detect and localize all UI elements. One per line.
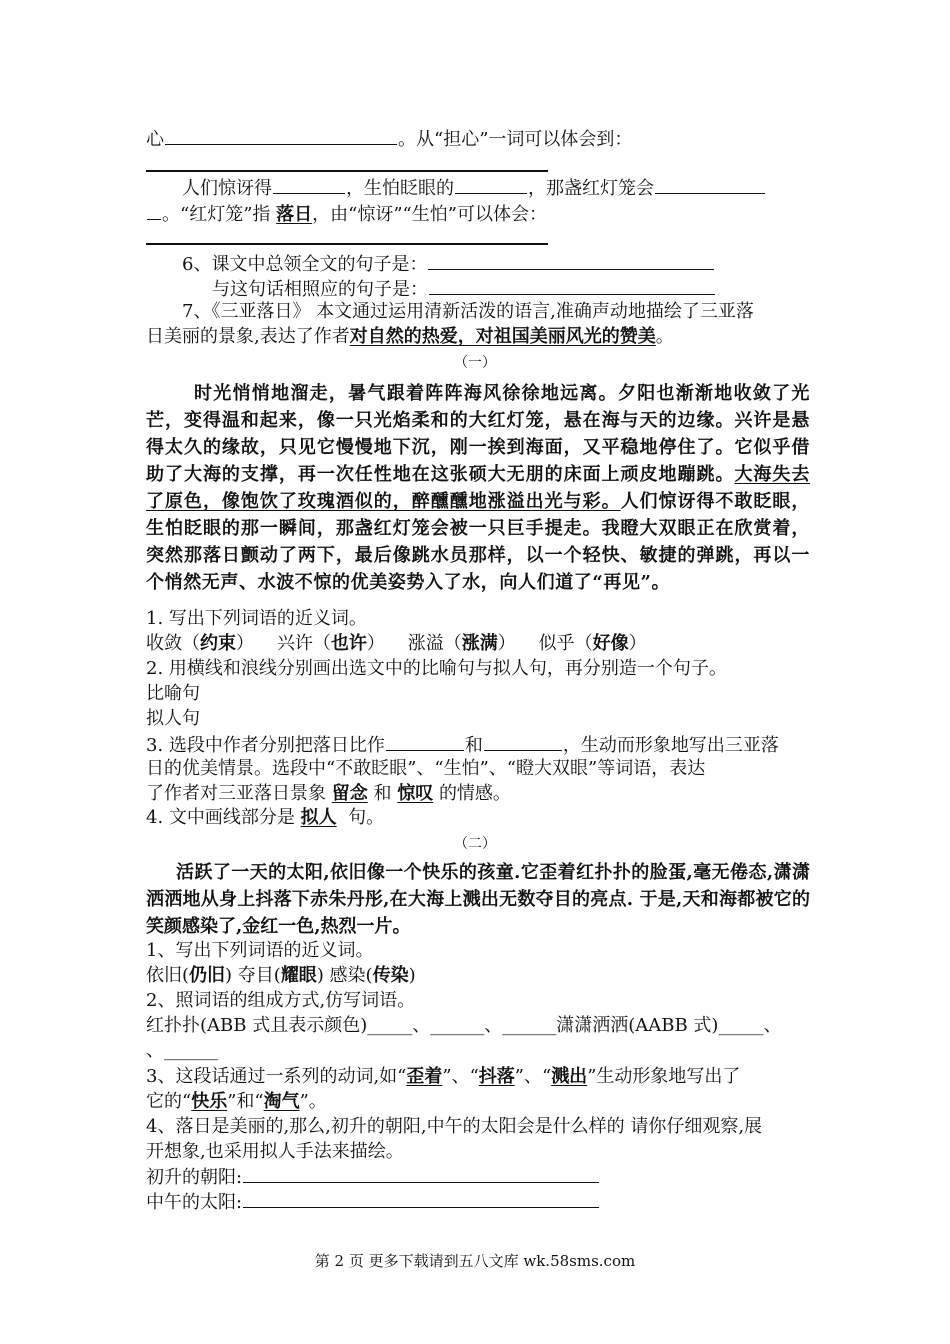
s2-q4-morning [146, 1164, 600, 1190]
q3-text: 和 [464, 735, 483, 756]
answer-text: 快乐 [191, 1091, 228, 1112]
s1-q3-line-2: 日的优美情景。选段中“不敢眨眼”、“生怕”、“瞪大双眼”等词语，表达 [146, 758, 706, 779]
s1-q3-line-3 [146, 782, 511, 806]
q3-text: 的情感。 [438, 783, 511, 804]
page-footer: 第 2 页 更多下载请到五八文库 wk.58sms.com [314, 1252, 636, 1270]
answer-text: 抖落 [478, 1066, 515, 1087]
s1-q4 [146, 806, 384, 830]
q3-text: ”、“ [514, 1066, 552, 1087]
q1-text: ) 感染( [316, 965, 373, 986]
s2-q1-answers [146, 964, 416, 988]
q4-text: 4. 文中画线部分是 [146, 807, 295, 828]
answer-rule[interactable] [146, 243, 548, 245]
s1-q2: 2. 用横线和浪线分别画出选文中的比喻句与拟人句，再分别造一个句子。 [146, 658, 727, 679]
answer-rule[interactable] [146, 170, 548, 172]
answer-blank[interactable] [243, 1189, 599, 1208]
q3-text: 3. 选段中作者分别把落日比作 [146, 735, 385, 756]
q7-line-2-a: 日美丽的景象,表达了作者 [146, 326, 350, 347]
s2-q4-line-2: 开想象,也采用拟人手法来描绘。 [146, 1141, 404, 1162]
q5-line-1 [146, 126, 632, 152]
q5-line-2 [182, 175, 766, 201]
q5-line-2-c: ，那盏红灯笼会 [528, 178, 654, 199]
q4-text: 初升的朝阳: [146, 1167, 243, 1188]
q3-text: ”、“ [442, 1066, 479, 1087]
s2-q2-line-2[interactable]: 、______ [146, 1040, 218, 1061]
answer-text: 歪着 [406, 1066, 443, 1087]
section-1-header: （一） [454, 355, 496, 371]
s2-q3-line-1 [146, 1065, 740, 1089]
s1-q1: 1. 写出下列词语的近义词。 [146, 608, 367, 629]
word-item: 兴许（也许） [276, 633, 385, 654]
answer-text: 耀眼 [280, 965, 317, 986]
q1-text: 依旧( [146, 965, 190, 986]
q6-line-2-text: 与这句话相照应的句子是： [212, 279, 428, 300]
q3-text: ”生动形象地写出了 [587, 1066, 741, 1087]
answer-text: 淘气 [263, 1091, 300, 1112]
answer-text: 仍旧 [189, 965, 226, 986]
answer-blank[interactable] [655, 175, 765, 194]
word-item: 涨溢（涨满） [407, 633, 516, 654]
s2-q1: 1、写出下列词语的近义词。 [146, 940, 374, 961]
s2-q3-line-2 [146, 1090, 327, 1114]
s1-q2-metaphor[interactable]: 比喻句 [146, 683, 200, 704]
q6-line-1 [182, 251, 715, 277]
q5-line-2-b: ，生怕眨眼的 [346, 178, 454, 199]
q5-line-3-a: 。“红灯笼”指 [162, 204, 271, 225]
s1-q2-personification[interactable]: 拟人句 [146, 708, 200, 729]
s2-q2: 2、照词语的组成方式,仿写词语。 [146, 990, 416, 1011]
q5-line-1-b: 。从“担心”一词可以体会到： [398, 129, 633, 150]
s2-q4-line-1: 4、落日是美丽的,那么,初升的朝阳,中午的太阳会是什么样的 请你仔细观察,展 [146, 1116, 763, 1137]
q3-text: ”。 [299, 1091, 327, 1112]
s2-q2-line-1[interactable]: 红扑扑(ABB 式且表示颜色)_____、______、______潇潇洒洒(AABB 式)_____、 [146, 1015, 782, 1036]
q3-text: 3、这段话通过一系列的动词,如“ [146, 1066, 407, 1087]
answer-text: 传染 [372, 965, 409, 986]
word-item: 似乎（好像） [538, 633, 647, 654]
answer-blank[interactable] [243, 1164, 599, 1183]
q5-line-3 [146, 201, 547, 227]
answer-blank[interactable] [484, 732, 562, 751]
q7-line-2-b: 。 [655, 326, 674, 347]
passage-underlined: 大海失去了原色，像饱饮了玫瑰酒似的，醉醺醺地涨溢出光与彩。 [146, 464, 810, 512]
q6-line-1-text: 6、课文中总领全文的句子是： [182, 254, 428, 275]
q3-text: 它的“ [146, 1091, 192, 1112]
q4-text: 句。 [348, 807, 385, 828]
answer-text: 溅出 [551, 1066, 588, 1087]
q5-line-1-a: 心 [146, 129, 164, 150]
passage-text: 时光悄悄地溜走，暑气跟着阵阵海风徐徐地远离。夕阳也渐渐地收敛了光芒，变得温和起来，像一只光焰柔和的大红灯笼，悬在海与天的边缘。兴许是悬得太久的缘故，只见它慢慢地下沉，刚一挨到海面，又平稳地停住了。它似乎借助了大海的支撑，再一次任性地在这张硕大无朋的床面上顽皮地蹦跳。 [146, 383, 810, 485]
answer-blank[interactable] [429, 276, 715, 295]
answer-text: 对自然的热爱，对祖国美丽风光的赞美 [349, 326, 656, 347]
passage-text: 人们惊讶得不敢眨眼，生怕眨眼的那一瞬间，那盏红灯笼会被一只巨手提走。我瞪大双眼正在欣赏着，突然那落日颤动了两下，最后像跳水员那样，以一个轻快、敏捷的弹跳，再以一个悄然无声、水波不惊的优美姿势入了水，向人们道了“再见”。 [146, 491, 811, 593]
s2-q4-noon [146, 1189, 600, 1215]
q3-text: 了作者对三亚落日景象 [146, 783, 326, 804]
answer-text: 落日 [276, 204, 313, 225]
q5-line-3-b: ，由“惊讶”“生怕”可以体会： [312, 204, 547, 225]
answer-blank[interactable] [165, 126, 397, 145]
answer-text: 留念 [331, 783, 368, 804]
s1-q3-line-1 [146, 732, 779, 758]
q6-line-2 [212, 276, 716, 302]
section-1-passage [146, 380, 810, 596]
q3-text: ，生动而形象地写出三亚落 [562, 735, 779, 756]
answer-blank[interactable] [428, 251, 714, 270]
q4-text: 中午的太阳: [146, 1192, 243, 1213]
word-item: 收敛（约束） [146, 633, 254, 654]
q1-text: ) 夺目( [225, 965, 281, 986]
answer-blank[interactable] [455, 175, 527, 194]
answer-text: 拟人 [300, 807, 337, 828]
q1-text: ) [408, 965, 416, 986]
s1-q1-words [146, 632, 647, 656]
q3-text: 和 [373, 783, 392, 804]
q3-text: ”和“ [227, 1091, 264, 1112]
answer-blank[interactable] [147, 201, 161, 220]
section-2-header: （二） [454, 836, 496, 852]
q5-line-2-a: 人们惊讶得 [182, 178, 272, 199]
answer-blank[interactable] [386, 732, 464, 751]
section-2-passage: 活跃了一天的太阳,依旧像一个快乐的孩童.它歪着红扑扑的脸蛋,毫无倦态,潇潇洒洒地从身上抖落下赤朱丹彤,在大海上溅出无数夺目的亮点. 于是,天和海都被它的笑颜感染了,金红一色,热烈一片。 [146, 862, 810, 937]
answer-text: 惊叹 [397, 783, 434, 804]
answer-blank[interactable] [273, 175, 345, 194]
q7-line-2 [146, 325, 674, 349]
q7-line-1: 7、《三亚落日》 本文通过运用清新活泼的语言,准确声动地描绘了三亚落 [182, 301, 754, 322]
